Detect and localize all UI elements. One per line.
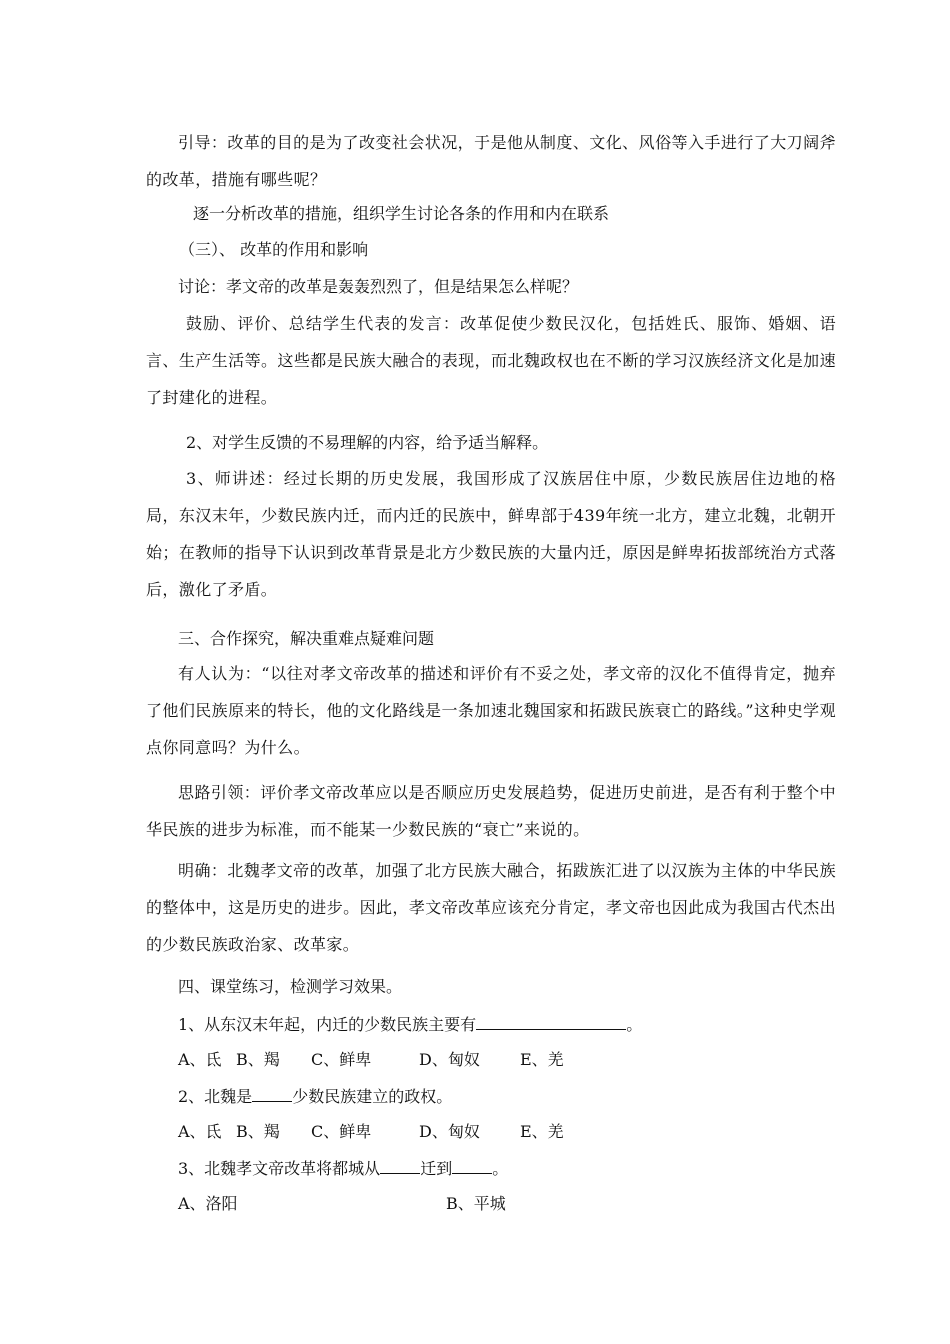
- paragraph-summary: 鼓励、评价、总结学生代表的发言：改革促使少数民汉化，包括姓氏、服饰、婚姻、语言、生产生活等。这些都是民族大融合的表现，而北魏政权也在不断的学习汉族经济文化是加速了封建化的进程。: [146, 314, 836, 407]
- question-2-option-e: E、羌: [520, 1122, 564, 1141]
- paragraph-discussion: 讨论：孝文帝的改革是轰轰烈烈了，但是结果怎么样呢？: [178, 277, 579, 296]
- question-1-option-c: C、鲜卑: [311, 1050, 372, 1069]
- question-1-option-e: E、羌: [520, 1050, 564, 1069]
- paragraph-guide: 引导：改革的目的是为了改变社会状况，于是他从制度、文化、风俗等入手进行了大刀阔斧的改革，措施有哪些呢？: [146, 133, 836, 189]
- section-heading-3: （三）、 改革的作用和影响: [179, 240, 369, 259]
- question-2-text: 2、北魏是: [178, 1087, 253, 1106]
- question-2-blank: [252, 1085, 292, 1102]
- paragraph-analysis: 逐一分析改革的措施，组织学生讨论各条的作用和内在联系: [193, 204, 610, 223]
- question-2-option-a: A、氐: [178, 1122, 222, 1141]
- question-1-end: 。: [626, 1015, 643, 1034]
- question-2-end: 少数民族建立的政权。: [292, 1087, 453, 1106]
- question-1: [178, 1013, 642, 1036]
- question-1-option-a: A、氐: [178, 1050, 222, 1069]
- question-2: [178, 1085, 452, 1108]
- question-3-blank-to: [452, 1157, 492, 1174]
- question-2-option-c: C、鲜卑: [311, 1122, 372, 1141]
- question-1-text: 1、从东汉末年起，内迁的少数民族主要有: [178, 1015, 477, 1034]
- question-1-blank: [476, 1013, 626, 1030]
- paragraph-lecture: 3、师讲述：经过长期的历史发展，我国形成了汉族居住中原，少数民族居住边地的格局，东汉末年，少数民族内迁，而内迁的民族中，鲜卑部于439年统一北方，建立北魏，北朝开始；在教师的指导下认识到改革背景是北方少数民族的大量内迁，原因是鲜卑拓拔部统治方式落后，激化了矛盾。: [146, 469, 836, 599]
- section-heading-practice: 四、课堂练习，检测学习效果。: [178, 977, 403, 996]
- question-1-option-b: B、羯: [236, 1050, 280, 1069]
- question-2-option-d: D、匈奴: [419, 1122, 480, 1141]
- question-3-blank-from: [380, 1157, 420, 1174]
- question-3-middle: 迁到: [420, 1159, 453, 1178]
- question-3-option-a: A、洛阳: [178, 1194, 238, 1213]
- question-1-option-d: D、匈奴: [419, 1050, 480, 1069]
- question-3-end: 。: [492, 1159, 509, 1178]
- paragraph-clarify: 明确：北魏孝文帝的改革，加强了北方民族大融合，拓跋族汇进了以汉族为主体的中华民族的整体中，这是历史的进步。因此，孝文帝改革应该充分肯定，孝文帝也因此成为我国古代杰出的少数民族政治家、改革家。: [146, 861, 836, 954]
- section-heading-cooperation: 三、合作探究，解决重难点疑难问题: [178, 629, 435, 648]
- paragraph-explain: 2、对学生反馈的不易理解的内容，给予适当解释。: [186, 433, 549, 452]
- question-3: [178, 1157, 508, 1180]
- paragraph-thinking: 思路引领：评价孝文帝改革应以是否顺应历史发展趋势，促进历史前进，是否有利于整个中华民族的进步为标准，而不能某一少数民族的“衰亡”来说的。: [146, 783, 836, 839]
- question-3-text: 3、北魏孝文帝改革将都城从: [178, 1159, 381, 1178]
- question-2-option-b: B、羯: [236, 1122, 280, 1141]
- question-3-option-b: B、平城: [446, 1194, 506, 1213]
- paragraph-viewpoint: 有人认为：“以往对孝文帝改革的描述和评价有不妥之处，孝文帝的汉化不值得肯定，抛弃了他们民族原来的特长，他的文化路线是一条加速北魏国家和拓跋民族衰亡的路线。”这种史学观点你同意吗？为什么。: [146, 664, 836, 757]
